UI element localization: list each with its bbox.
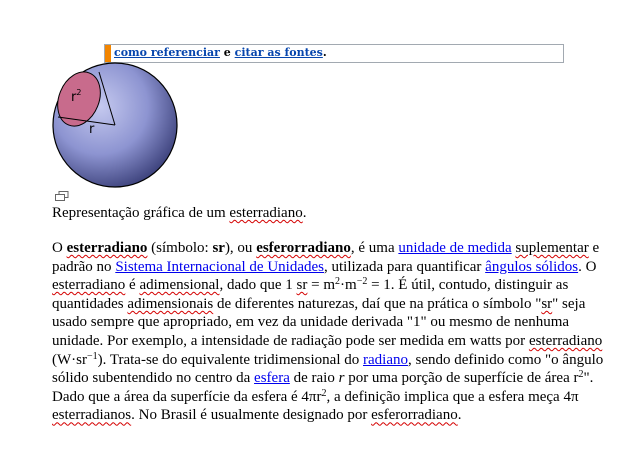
link-sistema-internacional[interactable]: Sistema Internacional de Unidades — [115, 258, 324, 275]
link-angulos-solidos[interactable]: ângulos sólidos — [485, 258, 579, 275]
figure-caption: Representação gráfica de um esterradiano. — [52, 205, 307, 221]
area-label: $r^2$ — [71, 88, 82, 105]
link-esfera[interactable]: esfera — [254, 370, 290, 387]
cite-sources-link[interactable]: citar as fontes — [234, 46, 323, 59]
steradian-sphere-image[interactable] — [51, 61, 179, 189]
article-paragraph: O esterradiano (símbolo: sr), ou esferorradiano, é uma unidade de medida suplementar e padrão no Sistema Internacional de Unidades, utilizada para quantificar ângulos sólidos. O esterradiano é adimensional, dado que 1 sr = $m^2\cdot m^{-2} = 1$. É útil, contudo, distinguir as quantidades adimensionais de diferentes naturezas, daí que na prática o símbolo "sr" seja usado sempre que apropriado, em vez da unidade derivada "1" ou mesmo de nenhuma unidade. Por exemplo, a intensidade de radiação pode ser medida em watts por esterradiano $(W\cdot sr^{-1})$. Trata-se do equivalente tridimensional do radiano, sendo definido como "o ângulo sólido subentendido no centro da esfera de raio r por uma porção de superfície de área $r^2$". Dado que a área da superfície da esfera é $4\pi r^2$, a definição implica que a esfera meça 4π esterradianos. No Brasil é usualmente designado por esferorradiano. — [52, 240, 604, 424]
how-to-reference-link[interactable]: como referenciar — [114, 46, 220, 59]
enlarge-icon[interactable] — [55, 191, 69, 201]
link-unidade-de-medida[interactable]: unidade de medida — [398, 240, 512, 256]
term-esterradiano: esterradiano — [66, 240, 148, 256]
term-sr-symbol: sr — [212, 240, 225, 256]
radius-label: r — [89, 122, 95, 137]
notice-accent-bar — [105, 45, 111, 62]
link-radiano[interactable]: radiano — [363, 351, 408, 368]
term-esferorradiano: esferorradiano — [256, 240, 351, 256]
notice-text: como referenciar e citar as fontes. — [114, 46, 327, 59]
